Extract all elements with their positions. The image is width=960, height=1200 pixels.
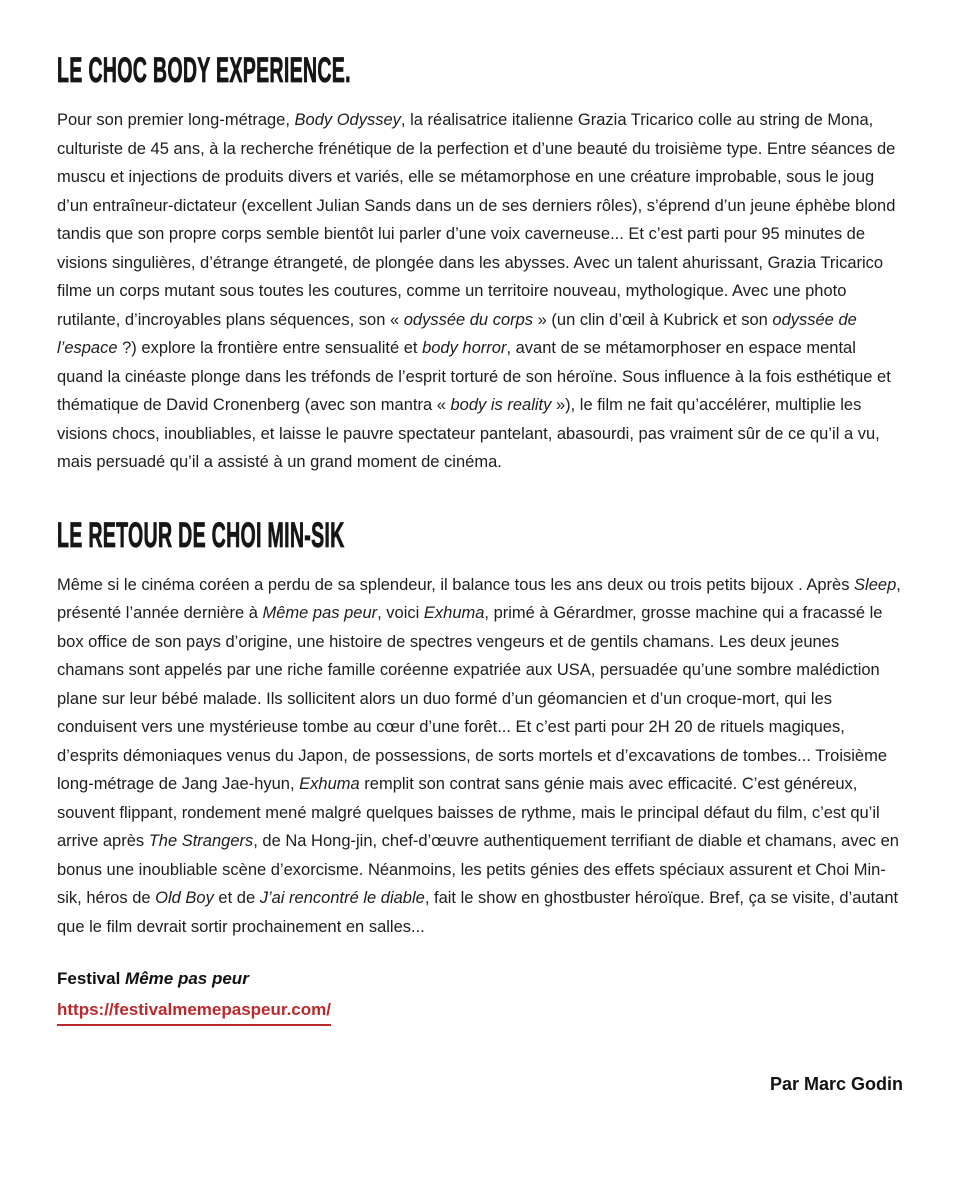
text-run: , présenté l’année dernière à [57, 575, 901, 622]
text-run: remplit son contrat sans génie mais avec efficacité. C’est généreux, souvent flippant, rondement mené malgré quelques baisses de rythme, mais le principal défaut du film, c’est qu’il arrive après [57, 775, 880, 850]
text-run: , de Na Hong-jin, chef-d’œuvre authentiquement terrifiant de diable et chamans, avec en bonus une inoubliable scène d’exorcisme. Néanmoins, les petits génies des effets spéciaux assurent et Choi Min-sik, héros de [57, 832, 899, 907]
text-run: Même pas peur [125, 969, 249, 988]
text-run: Old Boy [155, 889, 214, 907]
text-run: Body Odyssey [294, 111, 401, 129]
paragraph-exhuma-review [57, 571, 903, 942]
text-run: Pour son premier long-métrage, [57, 111, 295, 129]
text-run: , voici [377, 604, 424, 622]
text-run: J’ai rencontré le diable [259, 889, 425, 907]
paragraph-body-odyssey-review [57, 106, 903, 477]
text-run: et de [213, 889, 260, 907]
festival-footer [57, 965, 903, 1026]
text-run: The Strangers [148, 832, 254, 850]
festival-label [57, 965, 903, 993]
text-run: Festival [57, 969, 126, 988]
text-run: odyssée de l’espace [57, 310, 857, 357]
text-run: , avant de se métamorphoser en espace mental quand la cinéaste plonge dans les tréfonds de l’esprit torturé de son héroïne. Sous influence à la fois esthétique et thématique de David Cronenberg (avec son mantra « [57, 339, 891, 414]
text-run: Exhuma [299, 775, 360, 793]
text-run: » (un clin d’œil à Kubrick et son [533, 310, 773, 329]
text-run: Sleep [854, 575, 897, 594]
festival-link-row [57, 993, 903, 1026]
text-run: Même si le cinéma coréen a perdu de sa splendeur, il balance tous les ans deux ou trois petits bijoux . Après [57, 575, 855, 594]
text-run: , primé à Gérardmer, grosse machine qui a fracassé le box office de son pays d’origine, une histoire de spectres vengeurs et de gentils chamans. Les deux jeunes chamans sont appelés par une riche famille coréenne expatriée aux USA, persuadée qu’une sombre malédiction plane sur leur bébé malade. Ils sollicitent alors un duo formé d’un géomancien et d’un croque-mort, qui les conduisent vers une mystérieuse tombe au cœur d’une forêt... Et c’est parti pour 2H 20 de rituels magiques, d’esprits démoniaques venus du Japon, de possessions, de sorts mortels et d’excavations de tombes... Troisième long-métrage de Jang Jae-hyun, [57, 604, 888, 793]
text-run: odyssée du corps [403, 310, 534, 329]
text-run: body horror [422, 339, 507, 357]
text-run: Même pas peur [262, 604, 378, 622]
text-run: Exhuma [423, 604, 485, 622]
heading-le-choc-body-experience: LE CHOC BODY EXPERIENCE. [57, 51, 351, 90]
text-run: body is reality [450, 396, 552, 414]
text-run: ?) explore la frontière entre sensualité et [117, 339, 423, 357]
heading-le-retour-de-choi-min-sik: LE RETOUR DE CHOI MIN-SIK [57, 515, 345, 555]
festival-link[interactable]: https://festivalmemepaspeur.com/ [57, 998, 331, 1026]
text-run: , la réalisatrice italienne Grazia Tricarico colle au string de Mona, culturiste de 45 ans, à la recherche frénétique de la perfection et d’une beauté du troisième type. Entre séances de muscu et injections de produits divers et variés, elle se métamorphose en une créature improbable, sous le joug d’un entraîneur-dictateur (excellent Julian Sands dans un de ses derniers rôles), s’éprend d’un jeune éphèbe blond tandis que son propre corps semble bientôt lui parler d’une voix caverneuse... Et c’est parti pour 95 minutes de visions singulières, d’étrange étrangeté, de plongée dans les abysses. Avec un talent ahurissant, Grazia Tricarico filme un corps mutant sous toutes les coutures, comme un territoire nouveau, mythologique. Avec une photo rutilante, d’incroyables plans séquences, son « [57, 111, 896, 329]
byline: Par Marc Godin [769, 1074, 903, 1094]
section-choi-min-sik [57, 515, 903, 942]
text-run: »), le film ne fait qu’accélérer, multiplie les visions chocs, inoubliables, et laisse le pauvre spectateur pantelant, abasourdi, pas vraiment sûr de ce qu’il a vu, mais persuadé qu’il a assisté à un grand moment de cinéma. [57, 396, 880, 471]
text-run: , fait le show en ghostbuster héroïque. Bref, ça se visite, d’autant que le film devrait sortir prochainement en salles... [57, 889, 899, 936]
section-body-experience [57, 51, 903, 477]
